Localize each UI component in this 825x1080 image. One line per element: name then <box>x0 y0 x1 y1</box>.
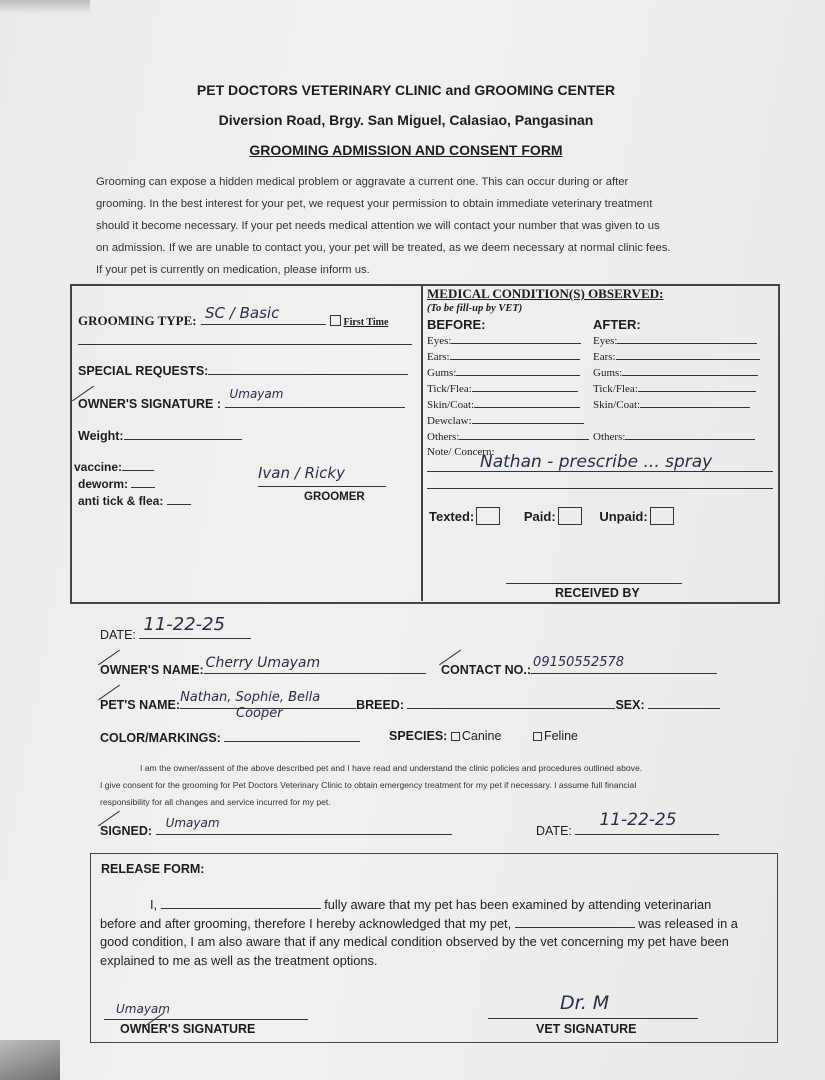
vet-signature: Dr. M <box>560 992 610 1014</box>
consent-line: I give consent for the grooming for Pet Doctors Veterinary Clinic to obtain emergency treatment for my pet if necessary. I assume full financial <box>100 780 637 790</box>
release-owner-signature: Umayam <box>116 1002 170 1016</box>
before-gums-label: Gums: <box>427 367 457 379</box>
after-others-label: Others: <box>593 431 626 443</box>
contact-label: CONTACT NO.: <box>441 663 532 677</box>
intro-line: should it become necessary. If your pet needs medical attention we will contact your number that was given to us <box>96 220 660 232</box>
canine-checkbox[interactable] <box>451 732 460 741</box>
before-skin-label: Skin/Coat: <box>427 399 475 411</box>
anti-tick-label: anti tick & flea: <box>78 494 164 508</box>
table-corner <box>0 1040 60 1080</box>
intro-line: on admission. If we are unable to contact you, your pet will be treated, as we deem necessary at normal clinic fees. <box>96 242 671 254</box>
before-gums-field[interactable] <box>456 365 580 376</box>
special-requests-field[interactable] <box>208 362 408 375</box>
species-row <box>389 729 578 743</box>
owner-signature-line[interactable] <box>104 1019 308 1020</box>
canine-label: Canine <box>461 729 502 743</box>
before-others-field[interactable] <box>459 429 589 440</box>
grooming-type-value: SC / Basic <box>205 304 280 322</box>
clinic-address: Diversion Road, Brgy. San Miguel, Calasiao, Pangasinan <box>218 112 594 128</box>
after-skin-field[interactable] <box>640 397 750 408</box>
signed-row <box>100 816 452 838</box>
after-eyes-label: Eyes: <box>593 335 618 347</box>
signed-date-label: DATE: <box>536 824 572 838</box>
before-ears-field[interactable] <box>450 349 580 360</box>
vet-signature-line[interactable] <box>488 1018 698 1019</box>
pet-name-label: PET'S NAME: <box>100 698 181 712</box>
after-ears-label: Ears: <box>593 351 616 363</box>
groomer-line <box>258 486 386 487</box>
texted-label: Texted: <box>429 509 475 524</box>
before-tick-field[interactable] <box>472 381 578 392</box>
received-by-label: RECEIVED BY <box>555 586 640 600</box>
pet-name-value: Nathan, Sophie, Bella <box>180 690 321 705</box>
signed-date-value: 11-22-25 <box>599 810 677 830</box>
vaccine-field[interactable] <box>122 458 154 471</box>
consent-paragraph <box>100 760 642 811</box>
texted-checkbox[interactable] <box>476 507 500 525</box>
note-line-1[interactable] <box>427 471 773 472</box>
medical-title: MEDICAL CONDITION(S) OBSERVED: <box>427 286 664 301</box>
medical-subtitle: (To be fill-up by VET) <box>427 303 523 314</box>
contact-field[interactable] <box>531 655 717 674</box>
vet-signature-label: VET SIGNATURE <box>536 1022 637 1036</box>
date-row <box>100 614 251 642</box>
owner-signature-field[interactable] <box>225 387 405 408</box>
before-skin-field[interactable] <box>474 397 580 408</box>
sex-label: SEX: <box>615 698 645 712</box>
consent-line: I am the owner/assent of the above described pet and I have read and understand the clinic policies and procedures outlined above. <box>140 763 643 773</box>
owner-name-label: OWNER'S NAME: <box>100 663 204 677</box>
note-value: Nathan - prescribe ... spray <box>480 452 713 472</box>
after-eyes-field[interactable] <box>617 333 757 344</box>
first-time-checkbox[interactable] <box>330 315 341 326</box>
contact-value: 09150552578 <box>533 655 625 670</box>
box-divider <box>421 285 423 601</box>
release-i: I, <box>150 897 158 912</box>
date-value: 11-22-25 <box>143 614 226 635</box>
after-tick-label: Tick/Flea: <box>593 383 638 395</box>
color-label: COLOR/MARKINGS: <box>100 731 221 745</box>
consent-line: responsibility for all changes and service incurred for my pet. <box>100 797 331 807</box>
after-gums-label: Gums: <box>593 367 623 379</box>
species-label: SPECIES: <box>389 729 448 743</box>
intro-line: Grooming can expose a hidden medical problem or aggravate a current one. This can occur during or after <box>96 176 629 188</box>
groomer-signature: Ivan / Ricky <box>258 464 345 482</box>
after-ears-field[interactable] <box>616 349 760 360</box>
intro-line: If your pet is currently on medication, please inform us. <box>96 264 370 276</box>
weight-label: Weight: <box>78 429 124 443</box>
anti-tick-field[interactable] <box>167 492 191 505</box>
release-text: explained to me as well as the treatment options. <box>100 952 378 968</box>
note-label: Note/ Concern: <box>427 446 495 458</box>
before-dewclaw-label: Dewclaw: <box>427 415 472 427</box>
release-text: good condition, I am also aware that if any medical condition observed by the vet concerning my pet have been <box>100 934 729 949</box>
health-checks <box>74 458 191 509</box>
release-name-field[interactable] <box>161 896 321 909</box>
sex-field[interactable] <box>648 696 720 709</box>
feline-label: Feline <box>543 729 578 743</box>
note-line-2[interactable] <box>427 488 773 489</box>
feline-checkbox[interactable] <box>533 732 542 741</box>
release-title: RELEASE FORM: <box>101 862 205 876</box>
weight-row <box>78 427 242 445</box>
date-field[interactable] <box>139 614 251 639</box>
signed-date-row <box>536 810 719 838</box>
after-tick-field[interactable] <box>638 381 756 392</box>
owner-signature-value: Umayam <box>229 387 284 401</box>
grooming-type-row <box>78 304 389 330</box>
release-text: was released in a <box>638 915 738 931</box>
after-others-field[interactable] <box>625 429 755 440</box>
before-ears-label: Ears: <box>427 351 450 363</box>
after-gums-field[interactable] <box>622 365 758 376</box>
intro-line: grooming. In the best interest for your pet, we request your permission to obtain immediate veterinary treatment <box>96 198 653 210</box>
paid-label: Paid: <box>523 509 556 524</box>
clinic-name: PET DOCTORS VETERINARY CLINIC and GROOMING CENTER <box>196 82 616 98</box>
received-by-line[interactable] <box>506 583 682 584</box>
special-requests-label: SPECIAL REQUESTS: <box>78 364 209 378</box>
after-label: AFTER: <box>593 317 641 332</box>
before-dewclaw-field[interactable] <box>472 413 584 424</box>
special-requests-row <box>78 362 408 380</box>
before-others-label: Others: <box>427 431 460 443</box>
unpaid-label: Unpaid: <box>599 509 648 524</box>
signed-value: Umayam <box>165 816 220 830</box>
release-paragraph <box>100 896 738 970</box>
contact-row <box>441 655 717 677</box>
release-owner-signature-label: OWNER'S SIGNATURE <box>120 1022 256 1036</box>
before-fields <box>427 333 589 445</box>
breed-field[interactable] <box>407 696 615 709</box>
grooming-type-label: GROOMING TYPE: <box>78 313 197 328</box>
intro-paragraph <box>96 171 736 281</box>
unpaid-checkbox[interactable] <box>650 507 674 525</box>
payment-status-row <box>429 507 674 525</box>
first-time-label: First Time <box>343 317 389 328</box>
grooming-type-field[interactable] <box>201 304 326 325</box>
after-skin-label: Skin/Coat: <box>593 399 641 411</box>
deworm-label: deworm: <box>78 477 129 491</box>
groomer-label: GROOMER <box>304 491 365 503</box>
owner-name-row <box>100 655 426 677</box>
color-field[interactable] <box>224 729 360 742</box>
owner-signature-row <box>78 387 405 413</box>
owner-name-field[interactable] <box>204 655 426 674</box>
paid-checkbox[interactable] <box>558 507 582 525</box>
grooming-type-extra-line <box>78 344 412 345</box>
signed-label: SIGNED: <box>100 824 153 838</box>
release-text: fully aware that my pet has been examined by attending veterinarian <box>324 897 712 912</box>
signed-field[interactable] <box>156 816 452 835</box>
before-eyes-label: Eyes: <box>427 335 452 347</box>
date-label: DATE: <box>100 628 136 642</box>
signed-date-field[interactable] <box>575 810 719 835</box>
pet-name-row <box>100 690 720 712</box>
breed-label: BREED: <box>356 698 404 712</box>
owner-name-value: Cherry Umayam <box>205 655 321 671</box>
pet-name-value-2: Cooper <box>236 706 283 721</box>
before-eyes-field[interactable] <box>451 333 581 344</box>
release-pet-field[interactable] <box>515 915 635 928</box>
deworm-field[interactable] <box>131 475 155 488</box>
vaccine-label: vaccine: <box>74 460 123 474</box>
weight-field[interactable] <box>124 427 242 440</box>
form-title: GROOMING ADMISSION AND CONSENT FORM <box>249 142 563 158</box>
before-label: BEFORE: <box>427 317 486 332</box>
before-tick-label: Tick/Flea: <box>427 383 472 395</box>
paper-shadow <box>0 0 90 14</box>
after-fields <box>593 333 760 445</box>
color-row <box>100 729 360 745</box>
owner-signature-label: OWNER'S SIGNATURE : <box>78 397 222 411</box>
release-text: before and after grooming, therefore I hereby acknowledged that my pet, <box>100 915 512 931</box>
